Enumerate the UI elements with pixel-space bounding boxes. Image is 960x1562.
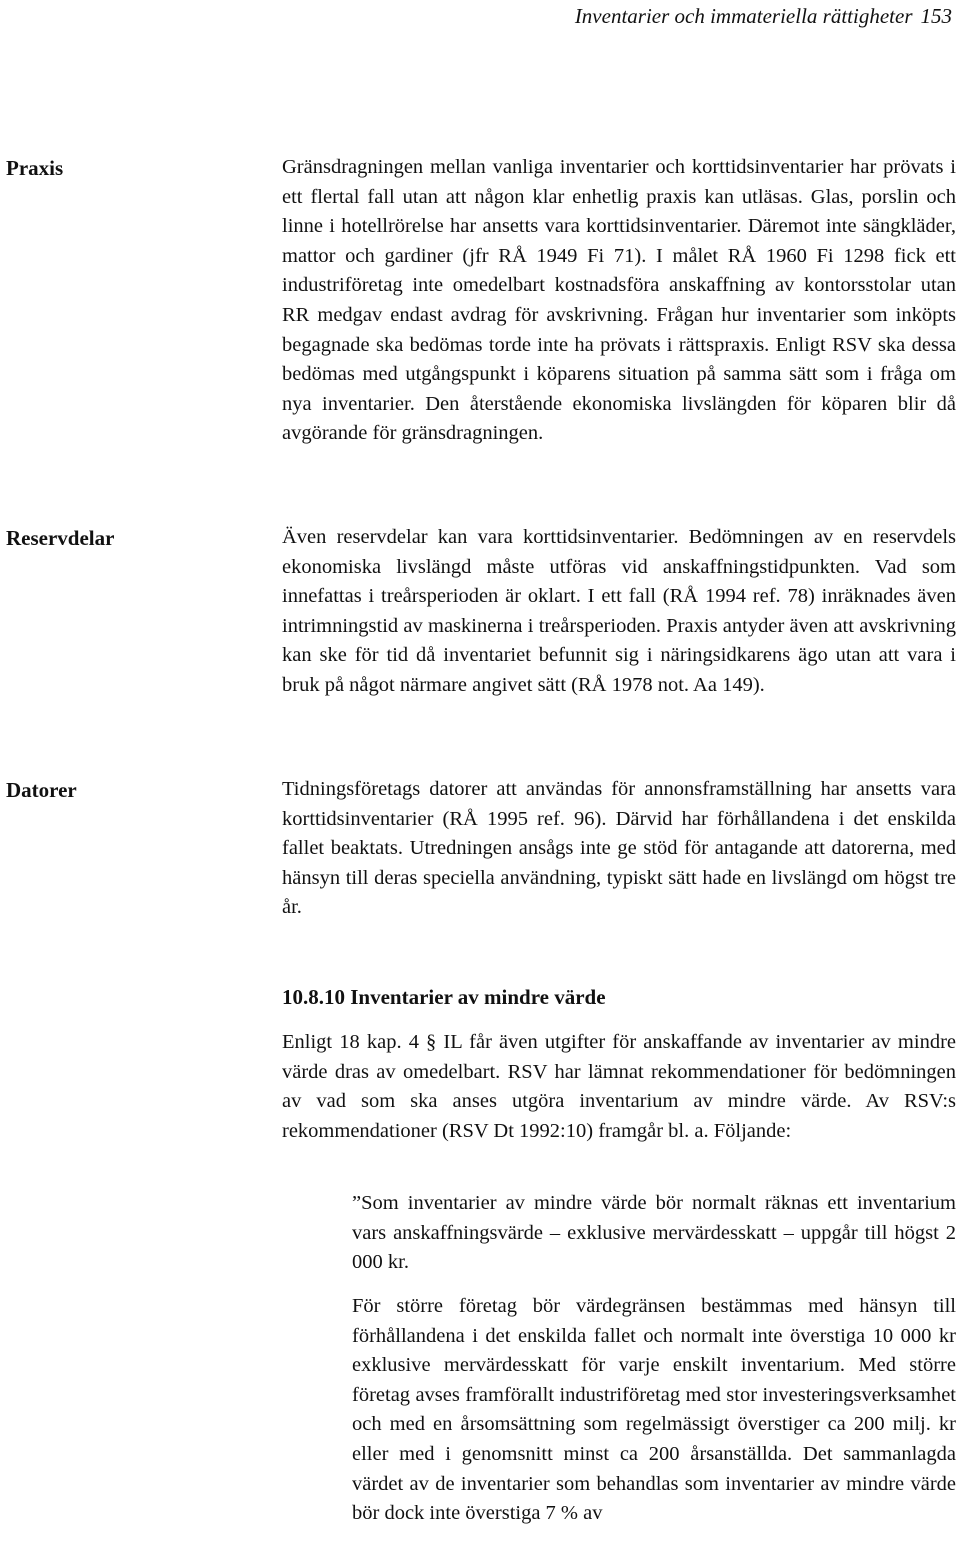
page-header (0, 2, 952, 30)
praxis-paragraph: Gränsdragningen mellan vanliga inventarier och korttidsinventarier har prövats i ett flertal fall utan att någon klar enhetlig praxis kan utläsas. Glas, porslin och linne i hotellrörelse har ansetts vara korttidsinventarier. Däremot inte sängkläder, mattor och gardiner (jfr RÅ 1949 Fi 71). I målet RÅ 1960 Fi 1298 fick ett industriföretag inte omedelbart kostnadsföra anskaffning av kontorsstolar utan RR medgav endast avdrag för avskrivning. Frågan hur inventarier som inköpts begagnade ska bedömas torde inte ha prövats i rättspraxis. Enligt RSV ska dessa bedömas med utgångspunkt i köparens situation på samma sätt som i fråga om nya inventarier. Den återstående ekonomiska livslängden för köparen blir då avgörande för gränsdragningen. (282, 156, 956, 445)
reservdelar-paragraph: Även reservdelar kan vara korttidsinventarier. Bedömningen av en reservdels ekonomiska livslängd måste utföras vid anskaffningstidpunkten. Vad som innefattas i treårsperioden är oklart. I ett fall (RÅ 1994 ref. 78) inräknades även intrimningstid av maskinerna i treårsperioden. Praxis antyder även att avskrivning kan ske för tid då inventariet befunnit sig i näringsidkarens ägo utan att vara i bruk på något närmare angivet sätt (RÅ 1978 not. Aa 149). (282, 526, 956, 696)
subsection-intro (282, 1028, 956, 1146)
page-number: 153 (920, 4, 952, 28)
margin-heading-praxis: Praxis (6, 156, 64, 180)
section-datorer (282, 775, 956, 923)
intro-paragraph: Enligt 18 kap. 4 § IL får även utgifter för anskaffande av inventarier av mindre värde dras av omedelbart. RSV har lämnat rekommendationer för bedömningen av vad som ska anses utgöra inventarium av mindre värde. Av RSV:s rekommendationer (RSV Dt 1992:10) framgår bl. a. Följande: (282, 1031, 956, 1142)
section-praxis (282, 153, 956, 449)
section-reservdelar (282, 523, 956, 701)
margin-heading-reservdelar: Reservdelar (6, 526, 115, 550)
quote-block-1 (352, 1189, 956, 1278)
quote-block-2 (352, 1292, 956, 1529)
subsection-heading: 10.8.10 Inventarier av mindre värde (282, 985, 606, 1009)
running-title: Inventarier och immateriella rättigheter (574, 4, 913, 28)
quote-paragraph-1: ”Som inventarier av mindre värde bör normalt räknas ett inventarium vars anskaffningsvärde – exklusive mervärdesskatt – uppgår till högst 2 000 kr. (352, 1192, 956, 1274)
quote-paragraph-2: För större företag bör värdegränsen bestämmas med hänsyn till förhållandena i det enskilda fallet och normalt inte överstiga 10 000 kr exklusive mervärdesskatt för varje enskilt inventarium. Med större företag avses framförallt industriföretag med stor investeringsverksamhet och med en årsomsättning som regelmässigt överstiger ca 200 milj. kr eller med i genomsnitt minst ca 200 årsanställda. Det sammanlagda värdet av de inventarier som behandlas som inventarier av mindre värde bör dock inte överstiga 7 % av (352, 1295, 956, 1525)
datorer-paragraph: Tidningsföretags datorer att användas för annonsframställning har ansetts vara korttidsinventarier (RÅ 1995 ref. 96). Därvid har förhållandena i det enskilda fallet beaktats. Utredningen ansågs inte ge stöd för antagande att datorerna, med hänsyn till deras speciella användning, typiskt sätt hade en livslängd om högst tre år. (282, 778, 956, 919)
margin-heading-datorer: Datorer (6, 778, 77, 802)
